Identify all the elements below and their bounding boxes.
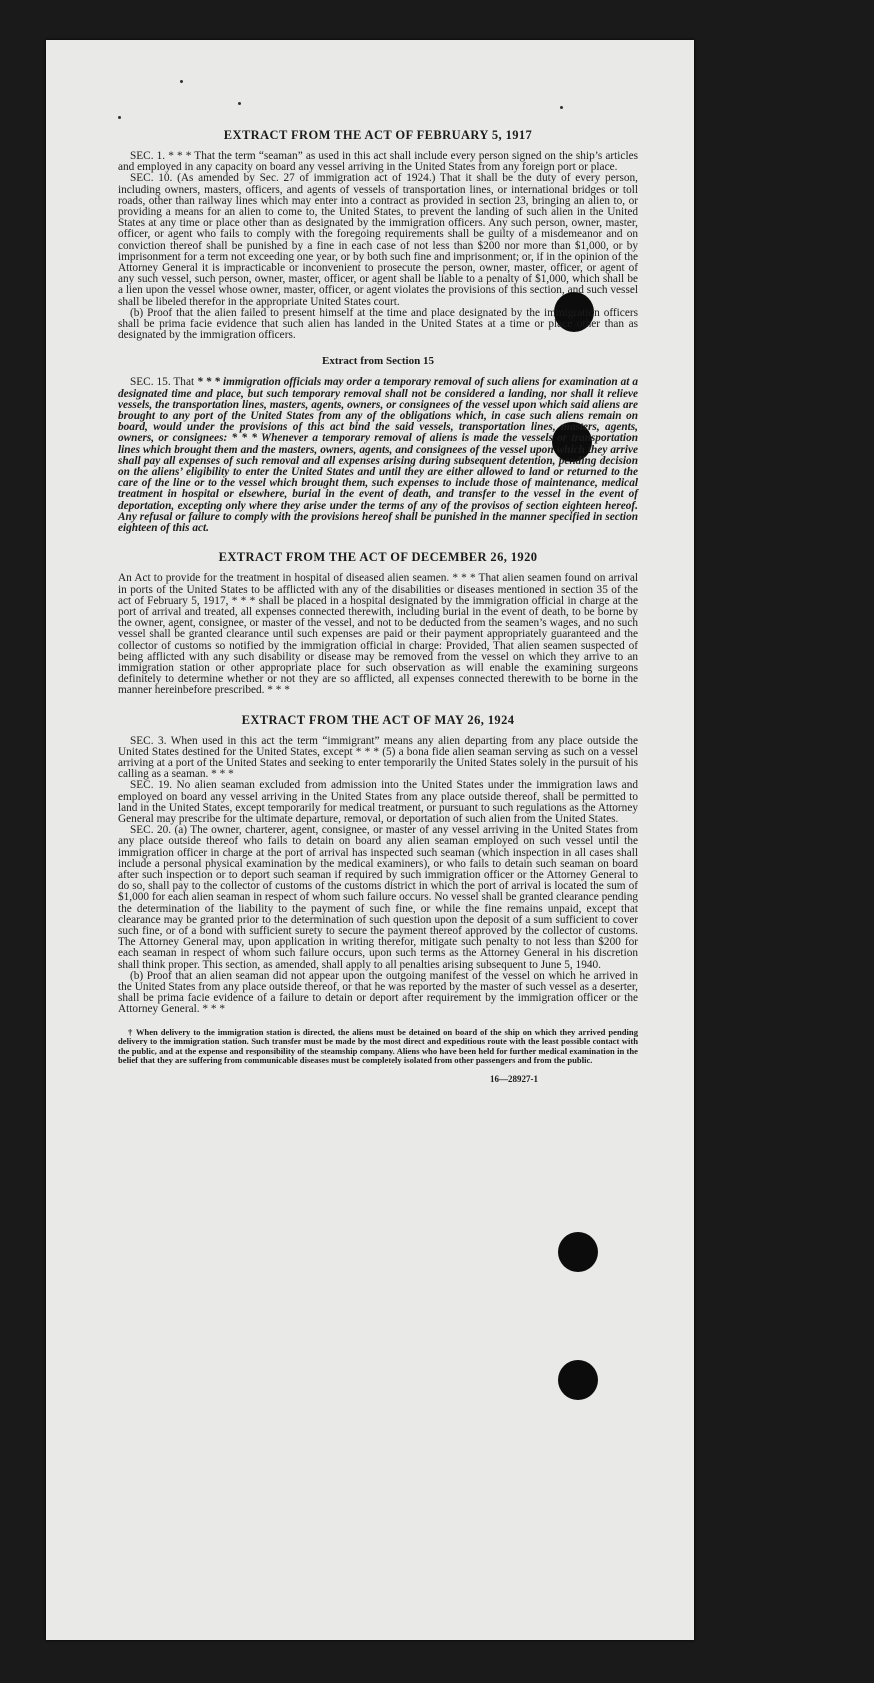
footnote-text: † When delivery to the immigration station is directed, the aliens must be detained on board of the ship on which they arrived pending delivery to the immigration station. Such transfer must be made by the most direct and expeditious route with the least possible contact with the public, and at the expense and responsibility of the steamship company. Aliens who have been held for further medical examination in the belief that they are suffering from communicable diseases must be completely isolated from other passengers and from the public.	[118, 1026, 638, 1066]
paragraph-sec10: SEC. 10. (As amended by Sec. 27 of immigration act of 1924.) That it shall be the duty of every person, including owners, masters, officers, and agents of vessels of transportation lines, or international bridges or toll roads, other than railway lines which may enter into a contract as provided in section 23, bringing an alien to, or providing a means for an alien to come to, the United States, to prevent the landing of such alien in the United States at any time or place other than as designated by the immigration officers. Any such person, owner, master, officer, or agent who fails to comply with the foregoing requirements shall be guilty of a misdemeanor and on conviction thereof shall be punished by a fine in each case of not less than $200 nor more than $1,000, or by imprisonment for a term not exceeding one year, or by both such fine and imprisonment; or, if in the opinion of the Attorney General it is impracticable or inconvenient to prosecute the person, owner, master, officer, or agent of any such vessel, such person, owner, master, officer, or agent shall be liable to a penalty of $1,000, which shall be a lien upon the vessel whose owner, master, officer, or agent violates the provisions of this section, and such vessel shall be libeled therefor in the appropriate United States court.	[118, 172, 638, 308]
heading-act-1917: EXTRACT FROM THE ACT OF FEBRUARY 5, 1917	[223, 128, 533, 142]
speck	[238, 102, 241, 105]
sec15-body: * * * immigration officials may order a temporary removal of such aliens for examination at a designated time and place, but such temporary removal shall not be considered a landing, nor shall it relieve vessels, the transportation lines, masters, agents, owners, or consignees of the vessel upon which said aliens are brought to any port of the United States from any of the obligations which, in case such aliens remain on board, would under the provisions of this act bind the said vessels, transportation lines, masters, agents, owners, or consignees: * * * Whenever a temporary removal of aliens is made the vessels or transportation lines which brought them and the masters, owners, agents, and consignees of the vessel upon which they arrive shall pay all expenses of such removal and all expenses arising during subsequent detention, pending decision on the aliens’ eligibility to enter the United States and until they are either allowed to land or returned to the care of the line or to the vessel which brought them, such expenses to include those of maintenance, medical treatment in hospital or elsewhere, burial in the event of death, and transfer to the vessel in the event of deportation, excepting only where they arise under the terms of any of the provisos of section eighteen hereof. Any refusal or failure to comply with the provisions hereof shall be punished in the manner specified in section eighteen of this act.	[118, 376, 639, 535]
heading-section-15: Extract from Section 15	[322, 355, 434, 368]
paragraph-sec3: SEC. 3. When used in this act the term “immigrant” means any alien departing from any place outside the United States destined for the United States, except * * * (5) a bona fide alien seaman serving as such on a vessel arriving at a port of the United States and seeking to enter temporarily the United States solely in the pursuit of his calling as a seaman. * * *	[118, 734, 638, 781]
paragraph-sec20b: (b) Proof that an alien seaman did not appear upon the outgoing manifest of the vessel on which he arrived in the United States from any place outside thereof, or that he was reported by the master of such vessel as a deserter, shall be prima facie evidence of a failure to detain or deport after requirement by the immigration officer or the Attorney General. * * *	[118, 969, 638, 1016]
paragraph-sec20a: SEC. 20. (a) The owner, charterer, agent, consignee, or master of any vessel arriving in the United States from any place outside thereof who fails to detain on board any alien seaman employed on such vessel until the immigration officer in charge at the port of arrival has inspected such seaman (which inspection in all cases shall include a personal physical examination by the medical examiners), or who fails to detain such seaman on board after such inspection or to deport such seaman if required by such immigration officer or the Attorney General to do so, shall pay to the collector of customs of the customs district in which the port of arrival is located the sum of $1,000 for each alien seaman in respect of whom such failure occurs. No vessel shall be granted clearance pending the determination of the liability to the payment of such fine, or while the fine remains unpaid, except that clearance may be granted prior to the determination of such question upon the deposit of a sum sufficient to cover such fine, or of a bond with sufficient surety to secure the payment thereof approved by the collector of customs. The Attorney General may, upon application in writing therefor, mitigate such penalty to not less than $200 for each seaman in respect of whom such failure occurs, upon such terms as the Attorney General in his discretion shall think proper. This section, as amended, shall apply to all penalties arising subsequent to June 5, 1940.	[118, 824, 638, 971]
document-content	[118, 128, 638, 1084]
paragraph-sec19: SEC. 19. No alien seaman excluded from admission into the United States under the immigration laws and employed on board any vessel arriving in the United States from any place outside thereof, shall be permitted to land in the United States, except temporarily for medical treatment, or pursuant to such regulations as the Attorney General may prescribe for the ultimate departure, removal, or deportation of such alien from the United States.	[118, 779, 638, 825]
paragraph-act-1920: An Act to provide for the treatment in hospital of diseased alien seamen. * * * That alien seamen found on arrival in ports of the United States to be afflicted with any of the disabilities or diseases mentioned in section 35 of the act of February 5, 1917, * * * shall be placed in a hospital designated by the immigration official in charge at the port of arrival and treated, all expenses connected therewith, including burial in the event of death, to be borne by the owner, agent, consignee, or master of the vessel, and not to be deducted from the seamen’s wages, and no such vessel shall be granted clearance until such expenses are paid or their payment appropriately guaranteed and the collector of customs so notified by the immigration official in charge: Provided, That alien seamen suspected of being afflicted with any such disability or disease may be removed from the vessel on which they arrive to an immigration station or other appropriate place for such observation as will enable the examining surgeons definitely to determine whether or not they are so afflicted, all expenses connected therewith to be borne in the manner hereinbefore prescribed. * * *	[118, 572, 638, 697]
document-page	[46, 40, 694, 1640]
heading-act-1924: EXTRACT FROM THE ACT OF MAY 26, 1924	[241, 712, 515, 727]
speck	[560, 106, 563, 109]
heading-act-1920: EXTRACT FROM THE ACT OF DECEMBER 26, 1920	[218, 550, 538, 565]
paragraph-sec1: SEC. 1. * * * That the term “seaman” as used in this act shall include every person signed on the ship’s articles and employed in any capacity on board any vessel arriving in the United States from any foreign port or place.	[118, 150, 638, 174]
sec15-label: SEC. 15. That	[130, 376, 195, 389]
punch-hole	[558, 1360, 598, 1400]
punch-hole	[558, 1232, 598, 1272]
page-id: 16—28927-1	[490, 1073, 538, 1084]
speck	[180, 80, 183, 83]
paragraph-sec10b: (b) Proof that the alien failed to present himself at the time and place designated by the immigration officers shall be prima facie evidence that such alien has landed in the United States at a time or place other than as designated by the immigration officers.	[118, 306, 638, 342]
footnote	[118, 1028, 638, 1066]
paragraph-sec15	[118, 377, 638, 534]
speck	[118, 116, 121, 119]
